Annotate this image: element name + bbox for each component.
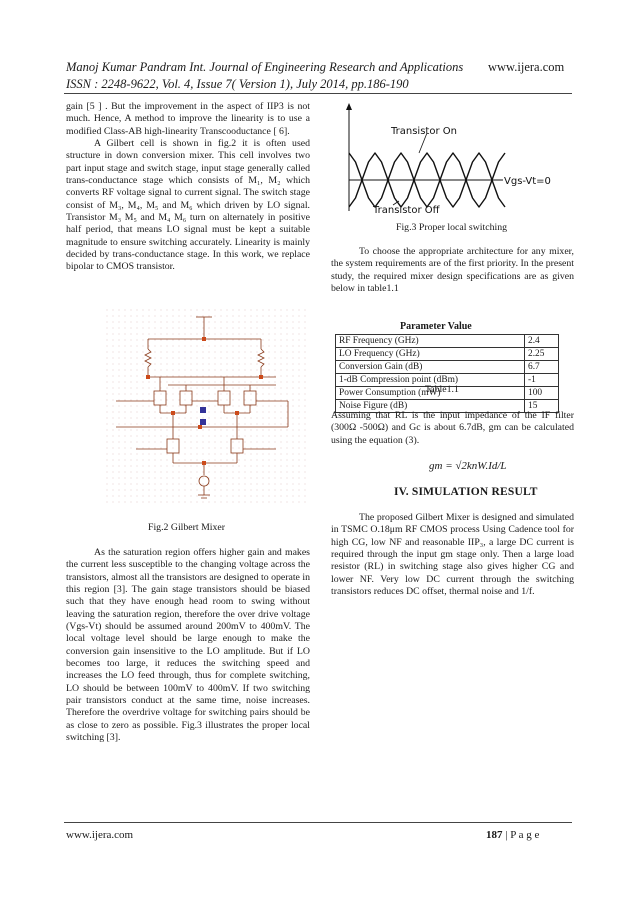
page-number: 187 [486,829,503,841]
left-column-bottom [66,547,310,745]
table-cell-value: 100 [525,387,559,400]
header-website[interactable]: www.ijera.com [488,60,565,74]
left-para-1: gain [5 ] . But the improvement in the aspect of IIP3 is not much. Hence, A method to improve the linearity is to use a modified Class-AB high-linearity Transcooductance [ 6]. [66,101,310,137]
left-column-top [66,101,310,274]
footer-website[interactable]: www.ijera.com [66,829,134,841]
table-cell-param: 1-dB Compression point (dBm) [336,374,525,387]
section-title: IV. SIMULATION RESULT [394,486,538,498]
fig3-label-off: Transistor Off [373,205,440,216]
right-para-3: The proposed Gilbert Mixer is designed and simulated in TSMC O.18μm RF CMOS process Using Cadence tool for high CG, low NF and reasonable IIP₃, a large DC current is required through the input gm stage only. Then a large load resistor (RL) in switching stage also gives higher CG and lower NF. Very low DC current through the switching transistors reduces DC offset, thermal noise and 1/f. [331,512,574,598]
gm-formula: gm = √2knW.Id/L [429,460,507,472]
right-column-top [331,246,574,295]
right-column-mid [331,410,574,447]
table-row [336,361,559,374]
right-column-bottom [331,512,574,598]
table-cell-value: 2.25 [525,348,559,361]
right-para-2: Assuming that RL is the input impedance of the IF filter (300Ω -500Ω) and Gc is about 6.7dB, gm can be calculated using the equation (3). [331,410,574,446]
table-cell-value: 15 [525,400,559,413]
fig3-label-axis: Vgs-Vt=0 [504,176,551,187]
switching-waveform-figure [335,101,565,217]
fig2-caption: Fig.2 Gilbert Mixer [148,522,226,533]
header-rule [64,93,572,94]
table-cell-param: Conversion Gain (dB) [336,361,525,374]
header-issn: ISSN : 2248-9622, Vol. 4, Issue 7( Version 1), July 2014, pp.186-190 [66,77,409,91]
table-cell-value: 2.4 [525,335,559,348]
footer-rule [64,822,572,823]
left-para-2: A Gilbert cell is shown in fig.2 it is often used structure in down conversion mixer. This cell involves two part input stage and switch stage, input stage generally called trans-conductance stage which consists of M₁, M₂ which converts RF voltage signal to current signal. The switch stage consist of M₃, M₄, M₅ and M₆ which driven by LO signal. Transistor M₃ M₅ and M₄ M₆ turn on alternately in positive half period, that means LO signal must be kept a suitable magnitude to ensure switching accurately. Linearity is mainly decided by trans-conductance stage. In this work, we replace bipolar to CMOS transistor. [66,138,310,273]
table-row [336,335,559,348]
table-cell-param: LO Frequency (GHz) [336,348,525,361]
parameter-table [335,334,559,413]
footer-page-number [486,829,539,841]
table-cell-param: RF Frequency (GHz) [336,335,525,348]
table-cell-value: 6.7 [525,361,559,374]
fig3-label-on: Transistor On [391,126,457,137]
table-caption: Table1.1 [425,384,459,395]
table-row [336,348,559,361]
page-suffix: | P a g e [502,829,540,841]
table-cell-param: Noise Figure (dB) [336,400,525,413]
table-cell-value: -1 [525,374,559,387]
gilbert-mixer-schematic [106,309,306,505]
fig3-caption: Fig.3 Proper local switching [396,222,508,233]
table-header: Parameter Value [400,321,472,332]
left-para-3: As the saturation region offers higher gain and makes the current less susceptible to the changing voltage across the transistors, almost all the transistors are designed to operate in this region [3]. The gain stage transistors should be biased such that they have enough head room to swing without leaving the saturation region, therefore the over drive voltage (Vgs-Vt) should be assumed around 200mV to 400mV. The local voltage level should be large enough to make the conversion gain insensitive to the LO amplitude. But if LO becomes too large, it reduces the switching speed and increases the LO feed through, thus for complete switching, LO should be between 100mV to 400mV. If two switching pair transistors conduct at the same time, noise increases. Therefore the overdrive voltage for switching pairs should be as close to zero as possible. Fig.3 illustrates the proper local switching [3]. [66,547,310,744]
header-title: Manoj Kumar Pandram Int. Journal of Engineering Research and Applications [66,60,464,74]
right-para-1: To choose the appropriate architecture for any mixer, the system requirements are of the first priority. In the present study, the required mixer design specifications are as given below in table1.1 [331,246,574,295]
table-cell-param: Power Consumption (mW) [336,387,525,400]
